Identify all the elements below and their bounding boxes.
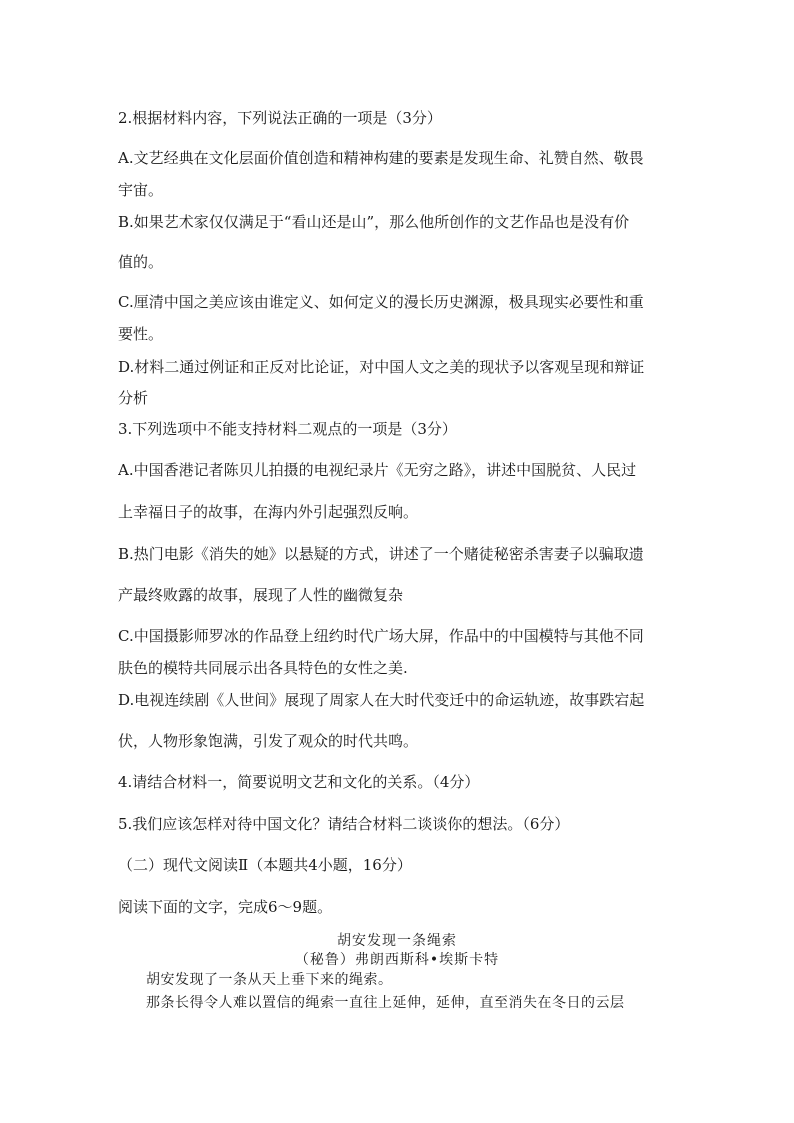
- question-4: 4.请结合材料一，简要说明文艺和文化的关系。（4分）: [118, 773, 480, 791]
- question-3-option-a-cont: 上幸福日子的故事，在海内外引起强烈反响。: [118, 503, 419, 521]
- question-2-option-b-cont: 值的。: [118, 253, 164, 271]
- question-2-option-c-cont: 要性。: [118, 325, 164, 343]
- question-3-stem: 3.下列选项中不能支持材料二观点的一项是（3分）: [118, 420, 457, 438]
- story-paragraph-1: 胡安发现了一条从天上垂下来的绳索。: [146, 972, 393, 988]
- question-2-option-c: C.厘清中国之美应该由谁定义、如何定义的漫长历史渊源，极具现实必要性和重: [118, 293, 644, 311]
- story-paragraph-2: 那条长得令人难以置信的绳索一直往上延伸，延伸，直至消失在冬日的云层: [146, 995, 625, 1011]
- story-title: 胡安发现一条绳索: [337, 933, 457, 949]
- question-5: 5.我们应该怎样对待中国文化？请结合材料二谈谈你的想法。（6分）: [118, 815, 570, 833]
- section-instruction: 阅读下面的文字，完成6～9题。: [118, 898, 333, 916]
- question-2-stem: 2.根据材料内容，下列说法正确的一项是（3分）: [118, 109, 442, 127]
- question-3-option-c: C.中国摄影师罗冰的作品登上纽约时代广场大屏，作品中的中国模特与其他不同: [118, 627, 644, 645]
- question-2-option-a-cont: 宇宙。: [118, 181, 164, 199]
- story-author: （秘鲁）弗朗西斯科•埃斯卡特: [294, 952, 500, 968]
- question-3-option-c-cont: 肤色的模特共同展示出各具特色的女性之美.: [118, 659, 408, 677]
- question-3-option-b: B.热门电影《消失的她》以悬疑的方式，讲述了一个赌徒秘密杀害妻子以骗取遗: [118, 545, 644, 563]
- question-2-option-a: A.文艺经典在文化层面价值创造和精神构建的要素是发现生命、礼赞自然、敬畏: [118, 149, 644, 167]
- section-heading: （二）现代文阅读Ⅱ（本题共4小题，16分）: [118, 856, 412, 874]
- question-3-option-d-cont: 伏，人物形象饱满，引发了观众的时代共鸣。: [118, 732, 419, 750]
- question-2-option-d: D.材料二通过例证和正反对比论证，对中国人文之美的现状予以客观呈现和辩证: [118, 358, 645, 376]
- question-3-option-a: A.中国香港记者陈贝儿拍摄的电视纪录片《无穷之路》，讲述中国脱贫、人民过: [118, 461, 637, 479]
- question-2-option-b: B.如果艺术家仅仅满足于“看山还是山”，那么他所创作的文艺作品也是没有价: [118, 213, 630, 231]
- question-2-option-d-cont: 分析: [118, 389, 149, 407]
- question-3-option-b-cont: 产最终败露的故事，展现了人性的幽微复杂: [118, 586, 404, 604]
- question-3-option-d: D.电视连续剧《人世间》展现了周家人在大时代变迁中的命运轨迹，故事跌宕起: [118, 691, 645, 709]
